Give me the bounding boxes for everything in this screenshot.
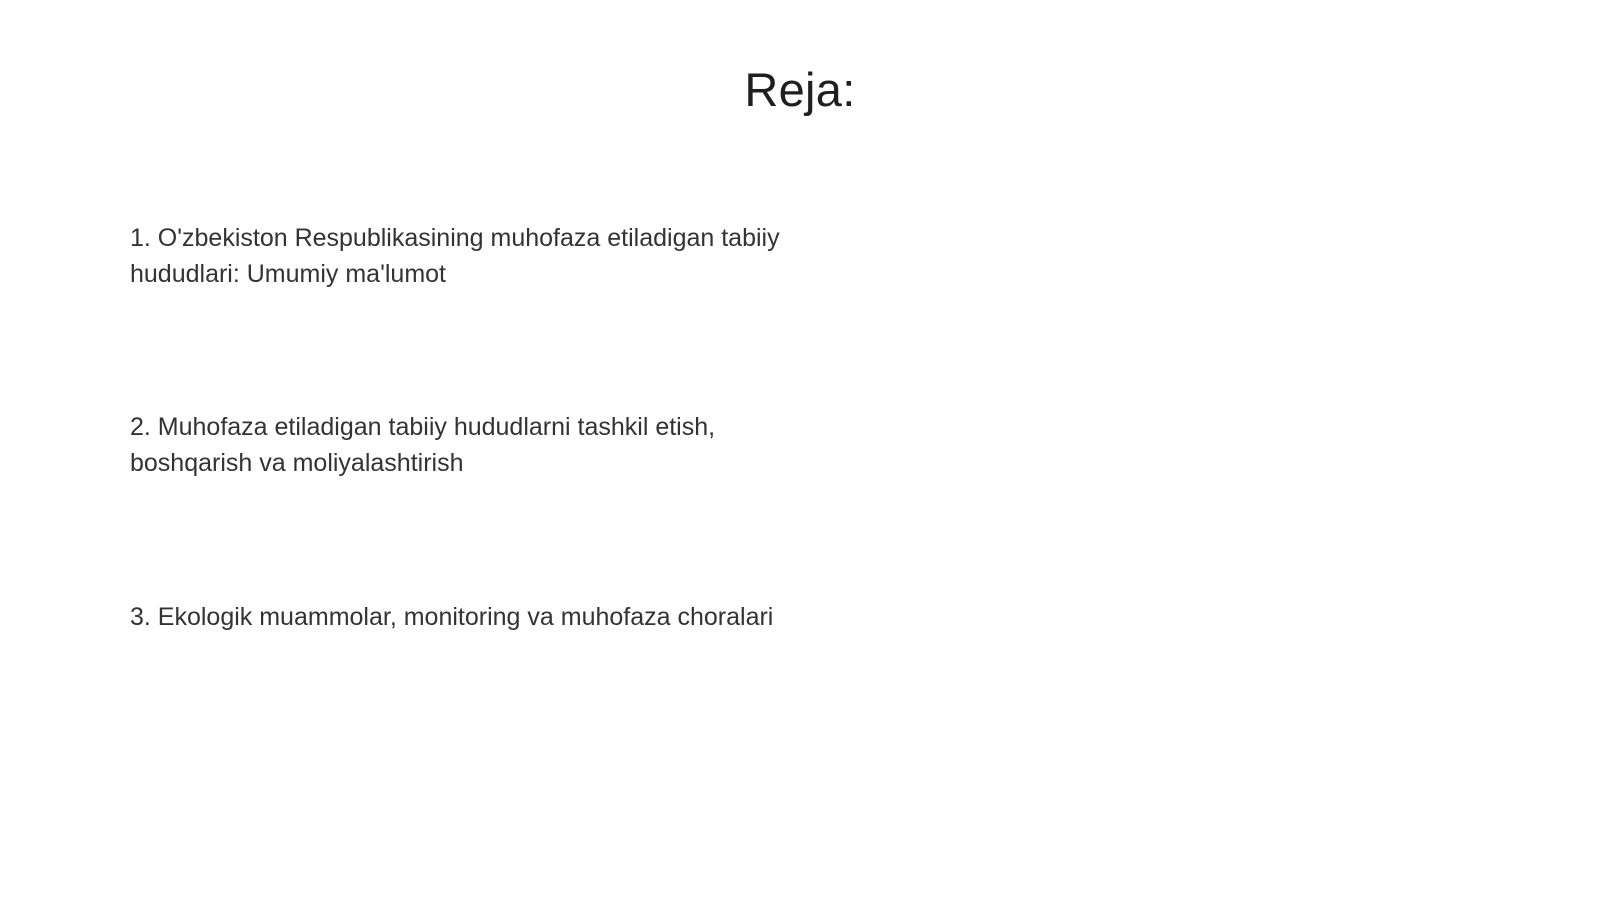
plan-item-2: 2. Muhofaza etiladigan tabiiy hududlarni tashkil etish, boshqarish va moliyalashtirish [130,413,716,477]
slide-title: Reja: [744,63,856,116]
plan-item-3: 3. Ekologik muammolar, monitoring va muhofaza choralari [130,603,774,631]
plan-item-1: 1. O'zbekiston Respublikasining muhofaza etiladigan tabiiy hududlari: Umumiy ma'lumot [130,224,780,288]
